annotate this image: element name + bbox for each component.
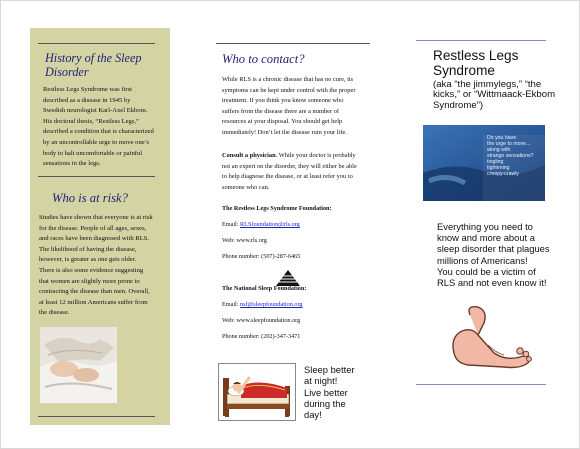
aka-line: kicks,” or “Wittmaack-Ekbom bbox=[433, 89, 556, 101]
cover-text-line: tightening bbox=[487, 165, 510, 171]
cover-text-line: creepy-crawly bbox=[487, 171, 519, 177]
foot-cartoon bbox=[448, 301, 534, 369]
contact-text-line: While RLS is a chronic disease that has no cure, its bbox=[222, 76, 354, 83]
contact-text-line: suffers from the disease there are a number of bbox=[222, 107, 339, 115]
history-text-line: by an uncontrollable urge to move one’s bbox=[43, 138, 150, 146]
intro-text-line: sleep disorder that plagues bbox=[437, 243, 550, 255]
risk-text-line: the disease. bbox=[39, 309, 70, 317]
restless-legs-cover-image bbox=[423, 125, 545, 201]
divider bbox=[416, 40, 546, 41]
brochure-title bbox=[433, 48, 573, 78]
risk-heading: Who is at risk? bbox=[52, 191, 128, 205]
risk-text-line: for the disease. People of all ages, sexes, bbox=[39, 224, 147, 232]
cover-text-line: tingling bbox=[487, 159, 504, 165]
consult-first-line: . While your doctor is probably bbox=[275, 152, 356, 159]
cover-text-line: strange sensations? bbox=[487, 153, 534, 159]
aka-subtitle bbox=[433, 80, 573, 111]
divider bbox=[38, 416, 155, 417]
rls-email-link[interactable]: RLSfoundation@rls.org bbox=[240, 221, 300, 228]
history-text-line: described a condition that is characterized bbox=[43, 128, 154, 136]
aka-line: (aka “the jimmylegs,” “the bbox=[433, 79, 542, 90]
cover-text-line: the urge to move... bbox=[487, 141, 531, 147]
risk-text-line: Studies have shown that everyone is at risk bbox=[39, 214, 153, 221]
contact-text-line: treatment. If you think you know someone who bbox=[222, 97, 344, 105]
sleep-caption-line: at night! bbox=[304, 375, 338, 387]
intro-text-line: RLS and not even know it! bbox=[437, 277, 547, 289]
consult-paragraph bbox=[222, 151, 372, 193]
contact-paragraph bbox=[222, 75, 372, 139]
sleep-caption-line: Live better bbox=[304, 386, 348, 398]
divider bbox=[38, 176, 155, 177]
history-text-line: sensations in the legs. bbox=[43, 160, 101, 168]
nsf-foundation-heading: The National Sleep Foundation: bbox=[222, 285, 307, 292]
risk-text-line: at least 12 million Americans suffer from bbox=[39, 298, 148, 306]
sleep-caption-line: during the bbox=[304, 397, 346, 409]
divider bbox=[416, 384, 546, 385]
nsf-web[interactable]: Web: www.sleepfoundation.org bbox=[222, 317, 301, 324]
title-line: Restless Legs bbox=[433, 48, 519, 63]
rls-email-row bbox=[222, 220, 300, 229]
sleeping-person-illustration bbox=[218, 363, 296, 421]
aka-line: Syndrome”) bbox=[433, 99, 484, 111]
history-text bbox=[43, 85, 168, 170]
title-line: Syndrome bbox=[433, 63, 495, 79]
contact-text-line: resources at your disposal. You should get help bbox=[222, 118, 343, 126]
risk-text-line: There is also some evidence suggesting bbox=[39, 266, 144, 274]
history-text-line: His doctoral thesis, “Restless Legs,” bbox=[43, 117, 139, 125]
intro-text bbox=[437, 221, 557, 288]
risk-text-line: The likelihood of having the disease, bbox=[39, 245, 137, 253]
nsf-email-row bbox=[222, 300, 303, 309]
contact-heading: Who to contact? bbox=[222, 52, 305, 66]
risk-text-line: that women are slightly more prone to bbox=[39, 277, 140, 285]
risk-text-line: however, is greater as one gets older. bbox=[39, 256, 137, 264]
history-text-line: described as a disease in 1945 by bbox=[43, 96, 131, 104]
cover-text-line: Do you have bbox=[487, 135, 517, 141]
sleep-caption-line: day! bbox=[304, 409, 322, 421]
divider bbox=[38, 43, 155, 44]
intro-text-line: know and more about a bbox=[437, 232, 535, 244]
consult-text-line: someone who can. bbox=[222, 183, 270, 191]
history-heading: History of the Sleep Disorder bbox=[45, 51, 142, 79]
cover-text-line: along with bbox=[487, 147, 511, 153]
rls-foundation-heading: The Restless Legs Syndrome Foundation: bbox=[222, 205, 332, 212]
contact-text-line: immediately! Don’t let the disease ruin your life. bbox=[222, 128, 347, 136]
sleep-better-caption bbox=[304, 364, 364, 420]
sleep-caption-line: Sleep better bbox=[304, 364, 355, 375]
intro-text-line: millions of Americans! bbox=[437, 254, 528, 266]
history-text-line: Swedish neurologist Karl-Axel Ekbom. bbox=[43, 107, 148, 115]
risk-text bbox=[39, 213, 169, 319]
risk-text-line: contracting the disease than men. Overall, bbox=[39, 288, 150, 296]
history-text-line: Restless Legs Syndrome was first bbox=[43, 86, 133, 93]
nsf-phone: Phone number: (202)-347-3471 bbox=[222, 333, 301, 340]
email-label: Email: bbox=[222, 301, 239, 308]
consult-bold: Consult a physician bbox=[222, 152, 276, 159]
nsf-email-link[interactable]: nsf@sleepfoundation.org bbox=[240, 301, 303, 308]
contact-text-line: symptoms can be kept under control with the proper bbox=[222, 86, 356, 94]
divider bbox=[216, 43, 370, 44]
risk-text-line: and races have been diagnosed with RLS. bbox=[39, 235, 150, 243]
rls-web[interactable]: Web: www.rls.org bbox=[222, 237, 267, 244]
consult-text-line: not an expert on the disorder, they will either be able bbox=[222, 162, 357, 170]
email-label: Email: bbox=[222, 221, 239, 228]
intro-text-line: You could be a victim of bbox=[437, 265, 536, 277]
consult-text-line: to help diagnose the disease, or at least refer you to bbox=[222, 173, 353, 181]
cover-image-text bbox=[487, 135, 533, 177]
history-text-line: body to halt uncomfortable or painful bbox=[43, 149, 143, 157]
intro-text-line: Everything you need to bbox=[437, 221, 533, 232]
rls-phone: Phone number: (507)-287-6465 bbox=[222, 253, 301, 260]
feet-in-bed-photo bbox=[40, 327, 117, 403]
